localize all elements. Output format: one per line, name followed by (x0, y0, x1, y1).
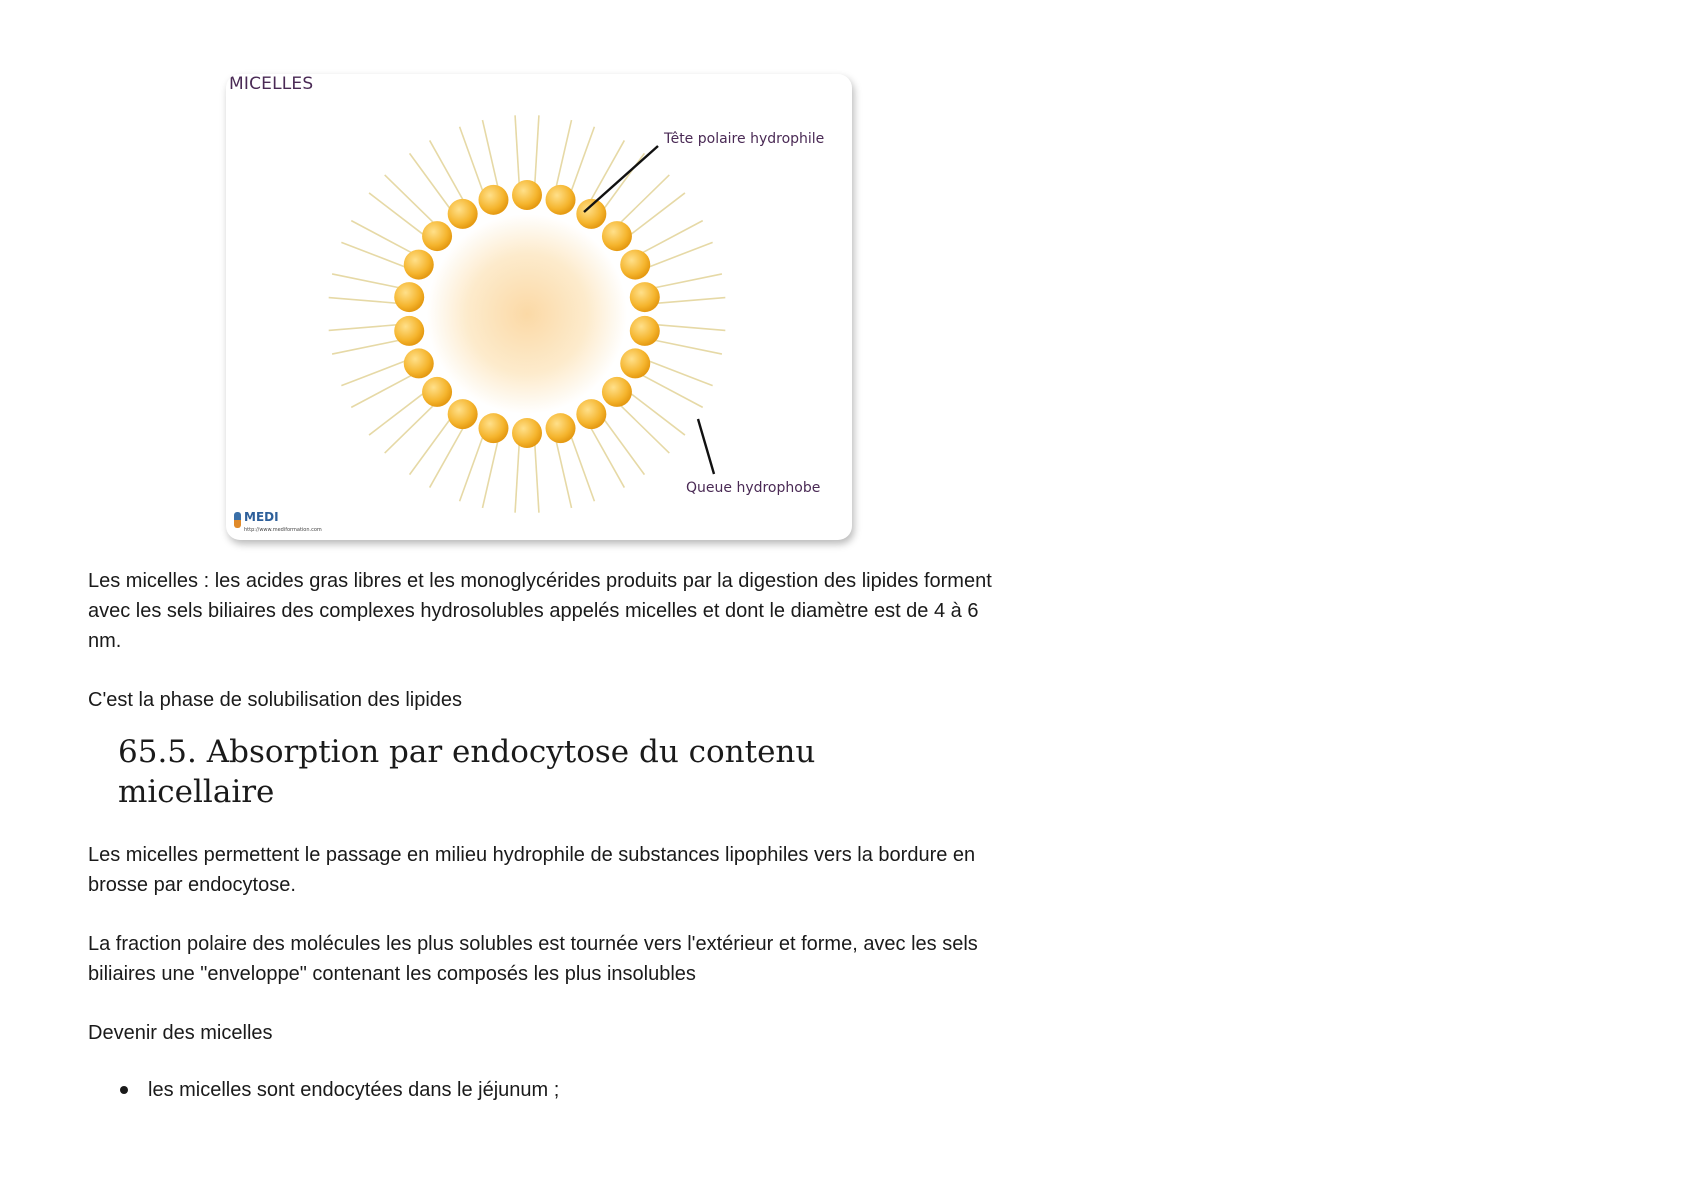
tail-line (621, 406, 670, 454)
tail-line (369, 193, 423, 234)
tail-line (571, 127, 594, 191)
polar-head (620, 250, 650, 280)
micelle-figure (226, 74, 852, 540)
list-item-text: les micelles sont endocytées dans le jéjunum ; (148, 1079, 560, 1101)
polar-head (422, 221, 452, 251)
polar-head (546, 413, 576, 443)
section-heading: 65.5. Absorption par endocytose du contenu micellaire (118, 734, 816, 810)
polar-head (630, 316, 660, 346)
tail-line (385, 175, 434, 223)
tail-line (535, 445, 539, 513)
tail-line (643, 375, 703, 407)
tail-line (351, 221, 411, 253)
polar-head (546, 185, 576, 215)
tail-line (649, 242, 712, 266)
medi-logo (234, 510, 344, 536)
tail-line (332, 340, 399, 354)
polar-head (422, 377, 452, 407)
polar-head (512, 418, 542, 448)
tail-line (460, 127, 483, 191)
tail-line (430, 140, 463, 199)
tail-line (329, 325, 397, 331)
tail-line (655, 340, 722, 354)
polar-head (512, 180, 542, 210)
polar-head (630, 282, 660, 312)
polar-head (394, 316, 424, 346)
tail-line (604, 420, 644, 475)
polar-head (620, 348, 650, 378)
tail-line (535, 115, 539, 183)
tail-line (385, 406, 434, 454)
logo-text: MEDI (244, 510, 279, 524)
tail-line (369, 394, 423, 435)
tail-line (556, 442, 571, 508)
polar-head (602, 221, 632, 251)
tail-line (621, 175, 670, 223)
bullet-dot-icon (120, 1086, 128, 1094)
tail-line (658, 298, 726, 304)
paragraph-micelles-definition: Les micelles : les acides gras libres et les monoglycérides produits par la digestion des lipides forment avec les sels biliaires des complexes hydrosolubles appelés micelles et dont le diamètre est de 4 à 6 nm. (88, 570, 992, 652)
paragraph-devenir: Devenir des micelles (88, 1022, 273, 1044)
polar-head (576, 399, 606, 429)
tail-line (430, 428, 463, 487)
tail-line (591, 428, 624, 487)
polar-head (448, 199, 478, 229)
polar-head (448, 399, 478, 429)
tail-line (571, 437, 594, 501)
tail-line (649, 361, 712, 385)
tail-line (351, 375, 411, 407)
tail-line (410, 153, 450, 208)
tail-line (460, 437, 483, 501)
polar-head (576, 199, 606, 229)
figure-title: MICELLES (229, 74, 314, 94)
tail-line (341, 242, 404, 266)
pointer-line-tail (698, 419, 714, 474)
tail-line (515, 115, 519, 183)
tail-line (658, 325, 726, 331)
micelle-core (427, 214, 627, 414)
polar-head (602, 377, 632, 407)
polar-head (404, 250, 434, 280)
bullet-list (118, 1075, 559, 1105)
polar-head (404, 348, 434, 378)
pointer-line-head (584, 146, 658, 212)
tail-line (643, 221, 703, 253)
paragraph-fraction-polaire: La fraction polaire des molécules les plus solubles est tournée vers l'extérieur et forme, avec les sels biliaires une "enveloppe" contenant les composés les plus insolubles (88, 933, 978, 985)
paragraph-solubilisation: C'est la phase de solubilisation des lipides (88, 689, 463, 711)
polar-head (478, 185, 508, 215)
tail-line (332, 274, 399, 288)
label-hydrophobic-tail: Queue hydrophobe (686, 480, 821, 496)
tail-line (482, 120, 497, 186)
paragraph-passage: Les micelles permettent le passage en milieu hydrophile de substances lipophiles vers la bordure en brosse par endocytose. (88, 844, 976, 896)
tail-line (329, 298, 397, 304)
tail-line (604, 153, 644, 208)
tail-line (556, 120, 571, 186)
list-item (118, 1075, 559, 1105)
tail-line (410, 420, 450, 475)
tail-line (655, 274, 722, 288)
label-polar-head: Tête polaire hydrophile (664, 131, 825, 147)
logo-icon (234, 512, 241, 528)
polar-head (394, 282, 424, 312)
tail-line (515, 445, 519, 513)
tail-line (341, 361, 404, 385)
polar-head (478, 413, 508, 443)
tail-line (631, 394, 685, 435)
logo-url: http://www.mediformation.com (244, 527, 322, 533)
tail-line (482, 442, 497, 508)
tail-line (631, 193, 685, 234)
